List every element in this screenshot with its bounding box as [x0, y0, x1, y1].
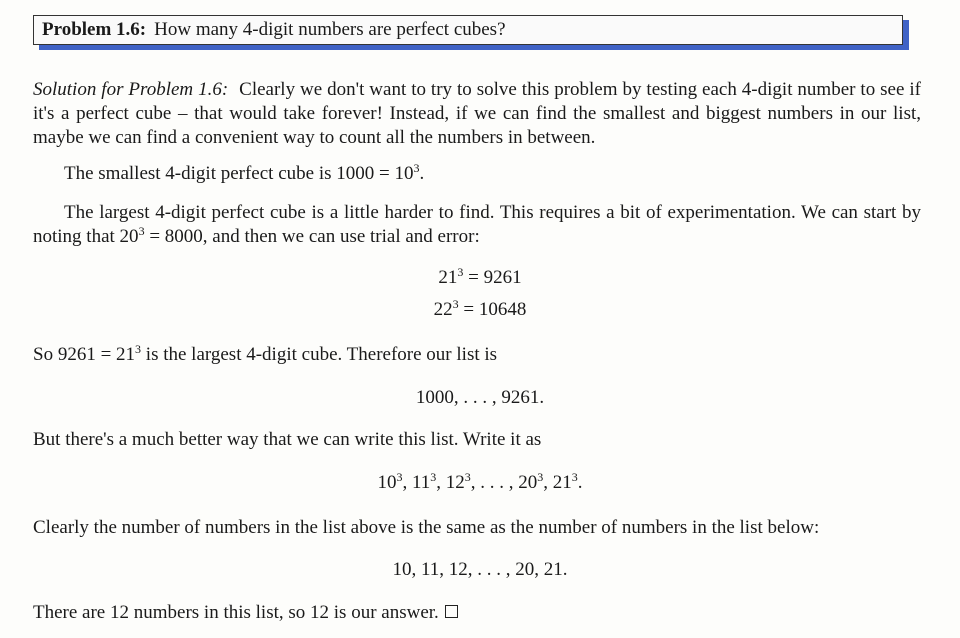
answer-paragraph: [33, 601, 921, 625]
eq1-exponent: 3: [457, 265, 464, 279]
cube-exponent: 3: [571, 470, 578, 484]
cube-base: 11: [411, 472, 431, 493]
smallest-exponent: 3: [413, 161, 420, 175]
largest-exponent: 3: [138, 224, 145, 238]
solution-intro-text: Clearly we don't want to try to solve this problem by testing each 4-digit number to see if it's a perfect cube – that would take forever! Instead, if we can find the smallest and biggest numbers in our list, maybe we can find a convenient way to count all the numbers in between.: [33, 79, 921, 148]
eq2-exponent: 3: [452, 297, 459, 311]
largest-text-2: = 8000, and then we can use trial and error:: [144, 226, 480, 247]
cube-separator: ,: [402, 472, 412, 493]
cube-separator: , . . . ,: [470, 472, 519, 493]
cube-base: 20: [518, 472, 538, 493]
eq2-base: 22: [433, 299, 453, 320]
cube-base: 21: [552, 472, 572, 493]
cube-separator: .: [577, 472, 583, 493]
cube-base: 12: [445, 472, 465, 493]
equation-21-cubed: [0, 266, 960, 290]
problem-box: [33, 15, 903, 45]
answer-text: There are 12 numbers in this list, so 12 is our answer.: [33, 602, 439, 623]
eq1-base: 21: [438, 267, 458, 288]
problem-label: Problem 1.6:: [42, 19, 147, 40]
solution-label: Solution for Problem 1.6:: [33, 79, 229, 100]
cube-separator: ,: [543, 472, 553, 493]
cube-exponent: 3: [396, 470, 403, 484]
cube-exponent: 3: [430, 470, 437, 484]
cube-base: 10: [377, 472, 397, 493]
cube-exponent: 3: [464, 470, 471, 484]
problem-question: How many 4-digit numbers are perfect cubes?: [154, 19, 506, 40]
clearly-text: Clearly the number of numbers in the list above is the same as the number of numbers in the list below:: [33, 517, 820, 538]
eq2-rhs: = 10648: [458, 299, 527, 320]
eq1-rhs: = 9261: [463, 267, 522, 288]
cube-separator: ,: [436, 472, 446, 493]
largest-text-1: The largest 4-digit perfect cube is a little harder to find. This requires a bit of experimentation. We can start by noting that 20: [33, 202, 921, 247]
better-way-text: But there's a much better way that we can write this list. Write it as: [33, 429, 542, 450]
cubes-list: [0, 471, 960, 495]
so-exponent: 3: [135, 342, 142, 356]
cube-exponent: 3: [537, 470, 544, 484]
so-text-1: So 9261 = 21: [33, 344, 136, 365]
largest-cube-paragraph: [33, 201, 921, 249]
qed-square-icon: [445, 605, 458, 618]
list-range: 1000, . . . , 9261.: [415, 387, 545, 408]
so-text-2: is the largest 4-digit cube. Therefore our list is: [141, 344, 498, 365]
number-list: 10, 11, 12, . . . , 20, 21.: [392, 559, 568, 580]
solution-intro: [33, 78, 921, 150]
smallest-text: The smallest 4-digit perfect cube is 1000 = 10: [64, 163, 414, 184]
smallest-cube-paragraph: The smallest 4-digit perfect cube is $1000 = 10^3$.: [64, 161, 425, 184]
largest-conclusion: [33, 343, 921, 367]
equation-22-cubed: [0, 298, 960, 322]
